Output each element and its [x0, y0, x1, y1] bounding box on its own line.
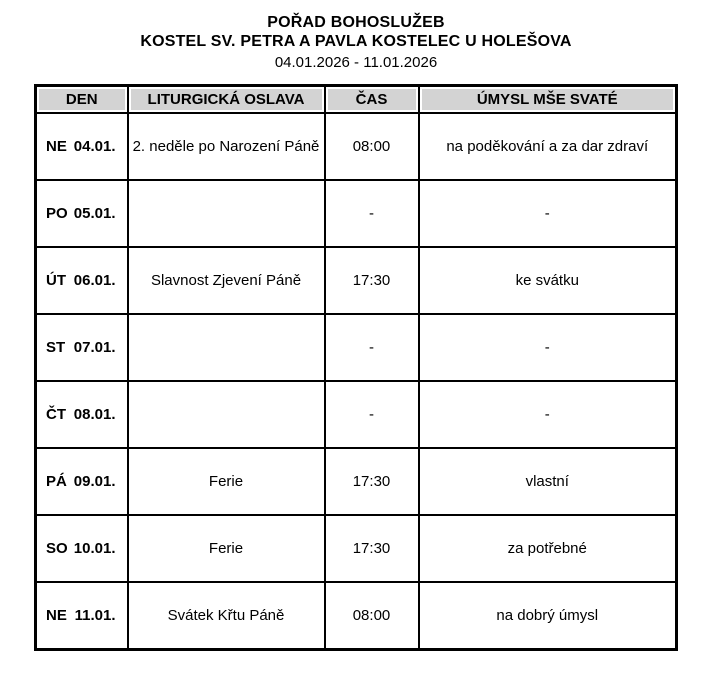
- intention-cell: -: [419, 314, 677, 381]
- day-abbreviation: ST: [46, 339, 66, 356]
- table-row: [36, 448, 677, 515]
- intention-cell: na dobrý úmysl: [419, 582, 677, 650]
- time-cell: -: [325, 381, 419, 448]
- day-abbreviation: PO: [46, 205, 68, 222]
- day-date: 04.01.: [73, 138, 116, 155]
- day-inner: [41, 406, 123, 423]
- day-date: 07.01.: [73, 339, 116, 356]
- date-range: 04.01.2026 - 11.01.2026: [274, 54, 438, 71]
- day-cell: [36, 381, 128, 448]
- liturgy-cell: Ferie: [128, 515, 325, 582]
- time-cell: 08:00: [325, 582, 419, 650]
- day-cell: [36, 180, 128, 247]
- day-date: 09.01.: [73, 473, 116, 490]
- day-inner: [41, 339, 123, 356]
- day-cell: [36, 448, 128, 515]
- day-abbreviation: NE: [46, 138, 67, 155]
- day-date: 08.01.: [73, 406, 116, 423]
- title-block: [0, 13, 712, 72]
- table-row: [36, 582, 677, 650]
- day-cell: [36, 247, 128, 314]
- day-inner: [41, 272, 123, 289]
- header-umysl-mse-svate: ÚMYSL MŠE SVATÉ: [419, 86, 677, 114]
- liturgy-cell: [128, 180, 325, 247]
- time-cell: 08:00: [325, 113, 419, 180]
- table-row: [36, 515, 677, 582]
- header-liturgicka-oslava: LITURGICKÁ OSLAVA: [128, 86, 325, 114]
- time-cell: 17:30: [325, 247, 419, 314]
- day-date: 05.01.: [73, 205, 116, 222]
- table-row: [36, 180, 677, 247]
- day-abbreviation: SO: [46, 540, 68, 557]
- table-row: [36, 381, 677, 448]
- header-den: DEN: [36, 86, 128, 114]
- day-cell: [36, 582, 128, 650]
- liturgy-cell: [128, 314, 325, 381]
- day-cell: [36, 314, 128, 381]
- day-inner: [41, 138, 123, 155]
- day-inner: [41, 540, 123, 557]
- liturgy-cell: Svátek Křtu Páně: [128, 582, 325, 650]
- day-abbreviation: ÚT: [46, 272, 66, 289]
- liturgy-cell: Ferie: [128, 448, 325, 515]
- intention-cell: za potřebné: [419, 515, 677, 582]
- page-title: POŘAD BOHOSLUŽEB: [267, 14, 445, 31]
- intention-cell: ke svátku: [419, 247, 677, 314]
- day-inner: [41, 607, 123, 624]
- time-cell: -: [325, 180, 419, 247]
- liturgy-cell: Slavnost Zjevení Páně: [128, 247, 325, 314]
- intention-cell: -: [419, 180, 677, 247]
- day-abbreviation: ČT: [46, 406, 66, 423]
- time-cell: 17:30: [325, 448, 419, 515]
- schedule-table: [34, 84, 678, 651]
- day-abbreviation: NE: [46, 607, 67, 624]
- intention-cell: vlastní: [419, 448, 677, 515]
- liturgy-cell: 2. neděle po Narození Páně: [128, 113, 325, 180]
- day-date: 06.01.: [73, 272, 116, 289]
- intention-cell: -: [419, 381, 677, 448]
- intention-cell: na poděkování a za dar zdraví: [419, 113, 677, 180]
- table-row: [36, 247, 677, 314]
- day-inner: [41, 205, 123, 222]
- page-subtitle: KOSTEL SV. PETRA A PAVLA KOSTELEC U HOLEŠOVA: [140, 33, 572, 50]
- liturgy-cell: [128, 381, 325, 448]
- day-cell: [36, 515, 128, 582]
- header-row: [36, 86, 677, 114]
- day-cell: [36, 113, 128, 180]
- table-row: [36, 314, 677, 381]
- day-inner: [41, 473, 123, 490]
- day-abbreviation: PÁ: [46, 473, 67, 490]
- time-cell: 17:30: [325, 515, 419, 582]
- day-date: 10.01.: [73, 540, 116, 557]
- header-cas: ČAS: [325, 86, 419, 114]
- time-cell: -: [325, 314, 419, 381]
- table-row: [36, 113, 677, 180]
- day-date: 11.01.: [74, 607, 116, 624]
